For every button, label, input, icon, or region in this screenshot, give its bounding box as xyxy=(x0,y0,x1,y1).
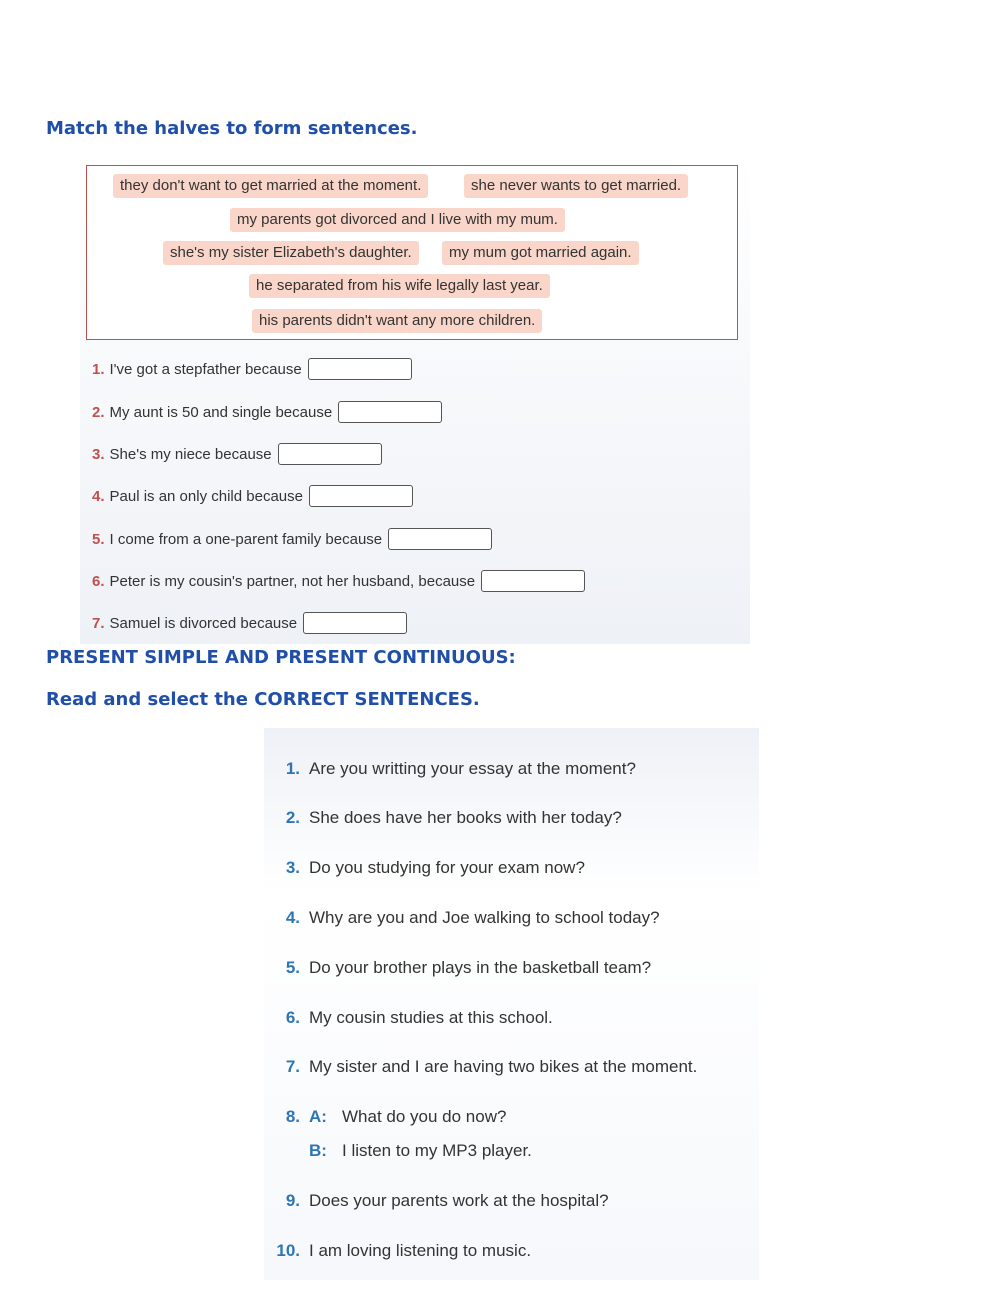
sentence-number: 5. xyxy=(285,958,300,977)
answer-drop-box[interactable] xyxy=(308,358,412,380)
dialogue-line: I listen to my MP3 player. xyxy=(342,1141,532,1160)
speaker-label: B: xyxy=(309,1141,327,1160)
answer-drop-box[interactable] xyxy=(388,528,492,550)
question-text: I come from a one-parent family because xyxy=(109,530,383,548)
sentence-option[interactable] xyxy=(264,908,759,928)
question-row xyxy=(92,570,585,592)
section2-subheading: Read and select the CORRECT SENTENCES. xyxy=(46,689,480,710)
answer-drop-box[interactable] xyxy=(481,570,585,592)
sentence-text: Do you studying for your exam now? xyxy=(309,858,585,877)
sentence-text: Does your parents work at the hospital? xyxy=(309,1191,609,1210)
answer-drop-box[interactable] xyxy=(309,485,413,507)
question-number: 2. xyxy=(92,403,105,421)
section2-heading: PRESENT SIMPLE AND PRESENT CONTINUOUS: xyxy=(46,647,516,668)
sentence-text: My cousin studies at this school. xyxy=(309,1008,553,1027)
sentence-number: 9. xyxy=(285,1191,300,1210)
answer-drop-box[interactable] xyxy=(338,401,442,423)
question-text: Samuel is divorced because xyxy=(109,614,298,632)
question-row xyxy=(92,528,492,550)
section1-heading: Match the halves to form sentences. xyxy=(46,118,418,139)
sentence-option[interactable] xyxy=(264,1008,759,1028)
question-number: 1. xyxy=(92,360,105,378)
question-number: 5. xyxy=(92,530,105,548)
sentence-number: 2. xyxy=(285,808,300,827)
sentence-option[interactable] xyxy=(264,1057,759,1077)
answer-drop-box[interactable] xyxy=(303,612,407,634)
question-row xyxy=(92,612,407,634)
question-number: 3. xyxy=(92,445,105,463)
sentence-option[interactable] xyxy=(264,958,759,978)
sentence-text: Why are you and Joe walking to school today? xyxy=(309,908,660,927)
sentence-number: 3. xyxy=(285,858,300,877)
answer-drop-box[interactable] xyxy=(278,443,382,465)
question-row xyxy=(92,358,412,380)
question-number: 4. xyxy=(92,487,105,505)
sentence-number: 6. xyxy=(285,1008,300,1027)
question-row xyxy=(92,443,382,465)
sentence-number: 7. xyxy=(285,1057,300,1076)
sentence-text: She does have her books with her today? xyxy=(309,808,622,827)
sentence-number: 1. xyxy=(285,759,300,778)
sentence-option[interactable] xyxy=(264,1107,759,1127)
sentence-option-continued[interactable] xyxy=(264,1141,759,1161)
question-text: Peter is my cousin's partner, not her husband, because xyxy=(109,572,476,590)
sentence-text: I am loving listening to music. xyxy=(309,1241,532,1260)
question-text: Paul is an only child because xyxy=(109,487,303,505)
sentence-option[interactable] xyxy=(264,808,759,828)
question-row xyxy=(92,485,413,507)
question-number: 6. xyxy=(92,572,105,590)
question-text: She's my niece because xyxy=(109,445,272,463)
question-text: My aunt is 50 and single because xyxy=(109,403,333,421)
answer-chip[interactable]: my parents got divorced and I live with my mum. xyxy=(230,208,565,232)
answer-chip[interactable]: they don't want to get married at the moment. xyxy=(113,174,428,198)
answer-chip[interactable]: he separated from his wife legally last year. xyxy=(249,274,550,298)
speaker-label: A: xyxy=(309,1107,327,1126)
question-row xyxy=(92,401,442,423)
dialogue-line: What do you do now? xyxy=(342,1107,507,1126)
question-number: 7. xyxy=(92,614,105,632)
sentence-number: 10. xyxy=(276,1241,300,1260)
question-text: I've got a stepfather because xyxy=(109,360,302,378)
sentence-text: Are you writting your essay at the moment? xyxy=(309,759,636,778)
answer-chip[interactable]: she never wants to get married. xyxy=(464,174,688,198)
sentence-number: 8. xyxy=(285,1107,300,1126)
sentence-option[interactable] xyxy=(264,759,759,779)
answer-chip[interactable]: his parents didn't want any more children. xyxy=(252,309,542,333)
sentence-option[interactable] xyxy=(264,1241,759,1261)
sentence-text: My sister and I are having two bikes at the moment. xyxy=(309,1057,698,1076)
sentence-option[interactable] xyxy=(264,858,759,878)
sentence-option[interactable] xyxy=(264,1191,759,1211)
answer-chip[interactable]: she's my sister Elizabeth's daughter. xyxy=(163,241,419,265)
sentence-text: Do your brother plays in the basketball team? xyxy=(309,958,652,977)
sentence-number: 4. xyxy=(285,908,300,927)
answer-chip[interactable]: my mum got married again. xyxy=(442,241,639,265)
